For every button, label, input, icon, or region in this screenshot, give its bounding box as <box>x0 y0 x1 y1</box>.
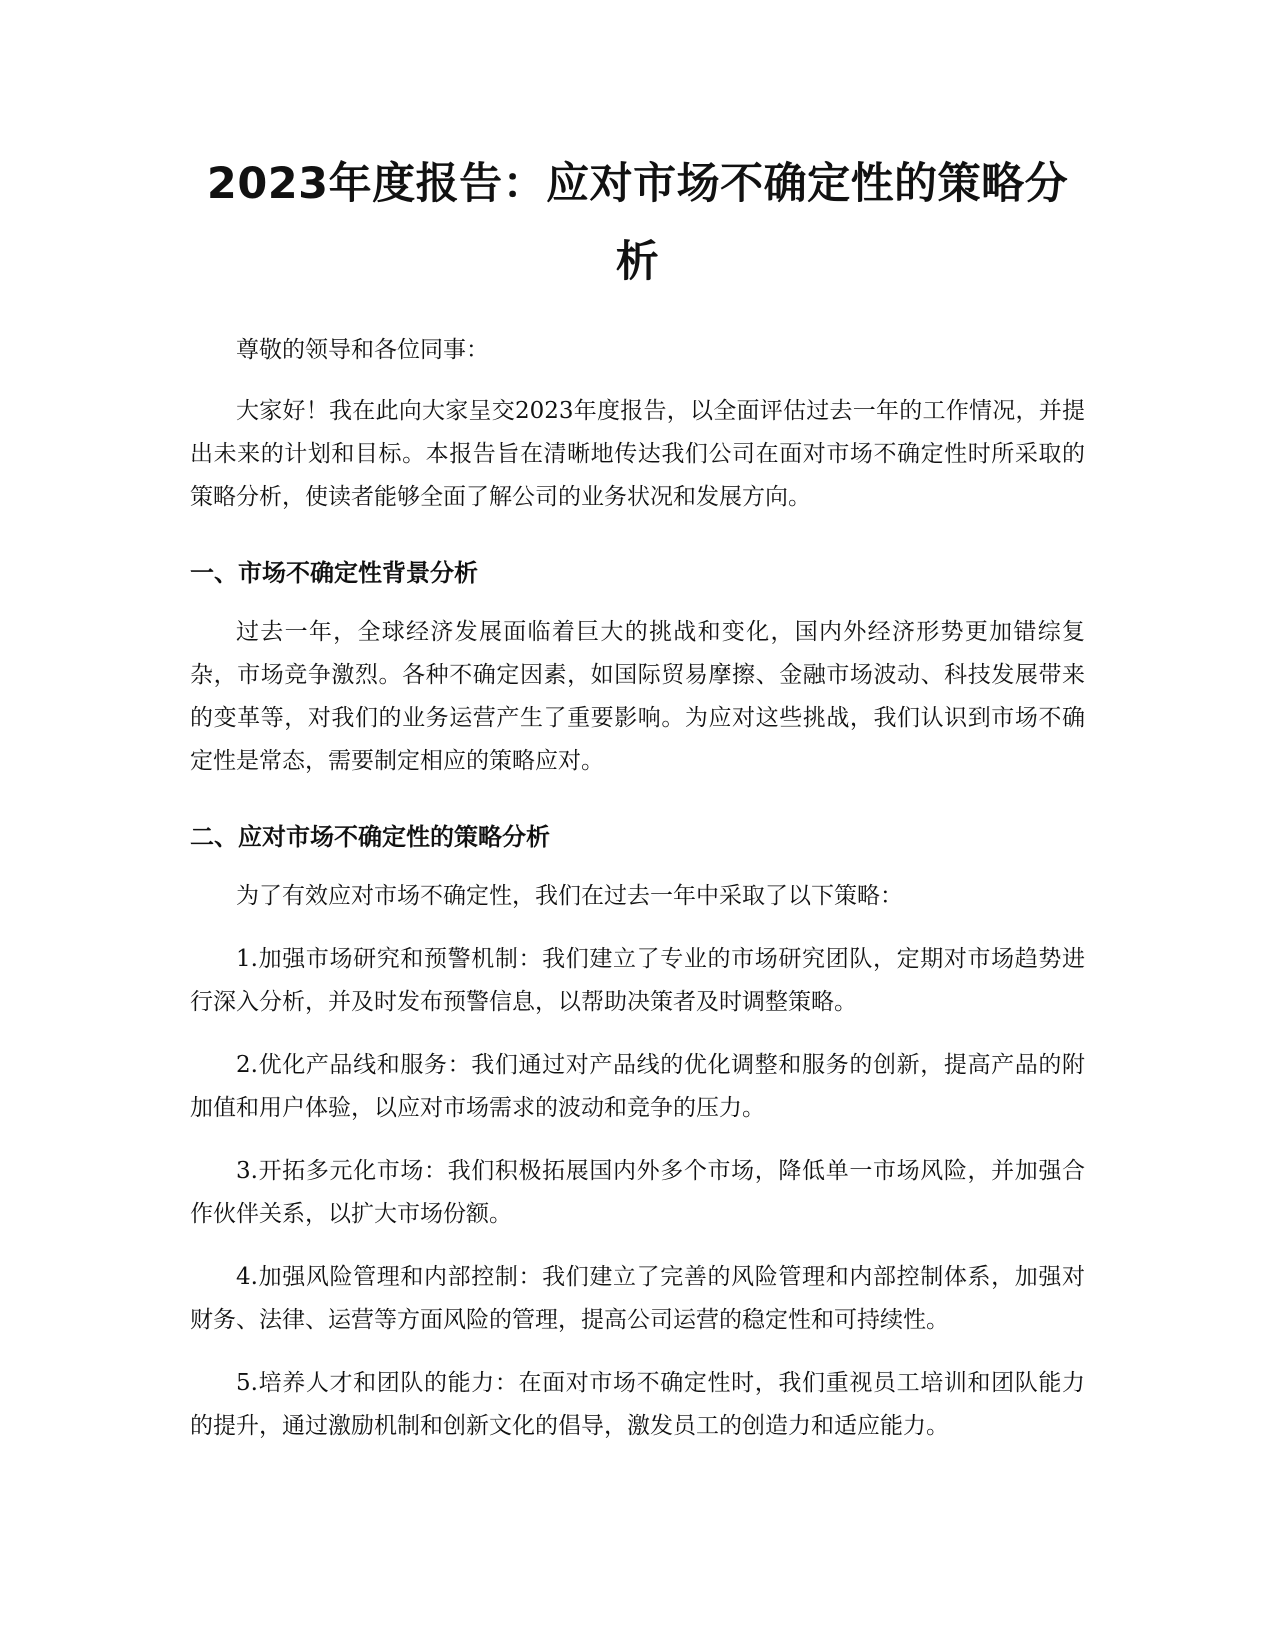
strategy-intro-paragraph: 为了有效应对市场不确定性，我们在过去一年中采取了以下策略： <box>236 883 903 909</box>
strategy-item-4: 4.加强风险管理和内部控制：我们建立了完善的风险管理和内部控制体系，加强对财务、法律、运营等方面风险的管理，提高公司运营的稳定性和可持续性。 <box>190 1264 1085 1333</box>
strategy-item-3: 3.开拓多元化市场：我们积极拓展国内外多个市场，降低单一市场风险，并加强合作伙伴关系，以扩大市场份额。 <box>190 1158 1085 1227</box>
strategy-item-5: 5.培养人才和团队的能力：在面对市场不确定性时，我们重视员工培训和团队能力的提升，通过激励机制和创新文化的倡导，激发员工的创造力和适应能力。 <box>190 1370 1085 1439</box>
strategy-item-1: 1.加强市场研究和预警机制：我们建立了专业的市场研究团队，定期对市场趋势进行深入分析，并及时发布预警信息，以帮助决策者及时调整策略。 <box>190 946 1085 1015</box>
section-heading-strategy: 二、应对市场不确定性的策略分析 <box>190 823 550 851</box>
strategy-item-2: 2.优化产品线和服务：我们通过对产品线的优化调整和服务的创新，提高产品的附加值和用户体验，以应对市场需求的波动和竞争的压力。 <box>190 1052 1085 1121</box>
document-title: 2023年度报告：应对市场不确定性的策略分析 <box>206 159 1069 287</box>
section-heading-background: 一、市场不确定性背景分析 <box>190 559 478 587</box>
salutation: 尊敬的领导和各位同事： <box>236 337 489 363</box>
background-paragraph: 过去一年，全球经济发展面临着巨大的挑战和变化，国内外经济形势更加错综复杂，市场竞争激烈。各种不确定因素，如国际贸易摩擦、金融市场波动、科技发展带来的变革等，对我们的业务运营产生了重要影响。为应对这些挑战，我们认识到市场不确定性是常态，需要制定相应的策略应对。 <box>190 619 1085 774</box>
intro-paragraph: 大家好！我在此向大家呈交2023年度报告，以全面评估过去一年的工作情况，并提出未来的计划和目标。本报告旨在清晰地传达我们公司在面对市场不确定性时所采取的策略分析，使读者能够全面了解公司的业务状况和发展方向。 <box>190 398 1085 510</box>
